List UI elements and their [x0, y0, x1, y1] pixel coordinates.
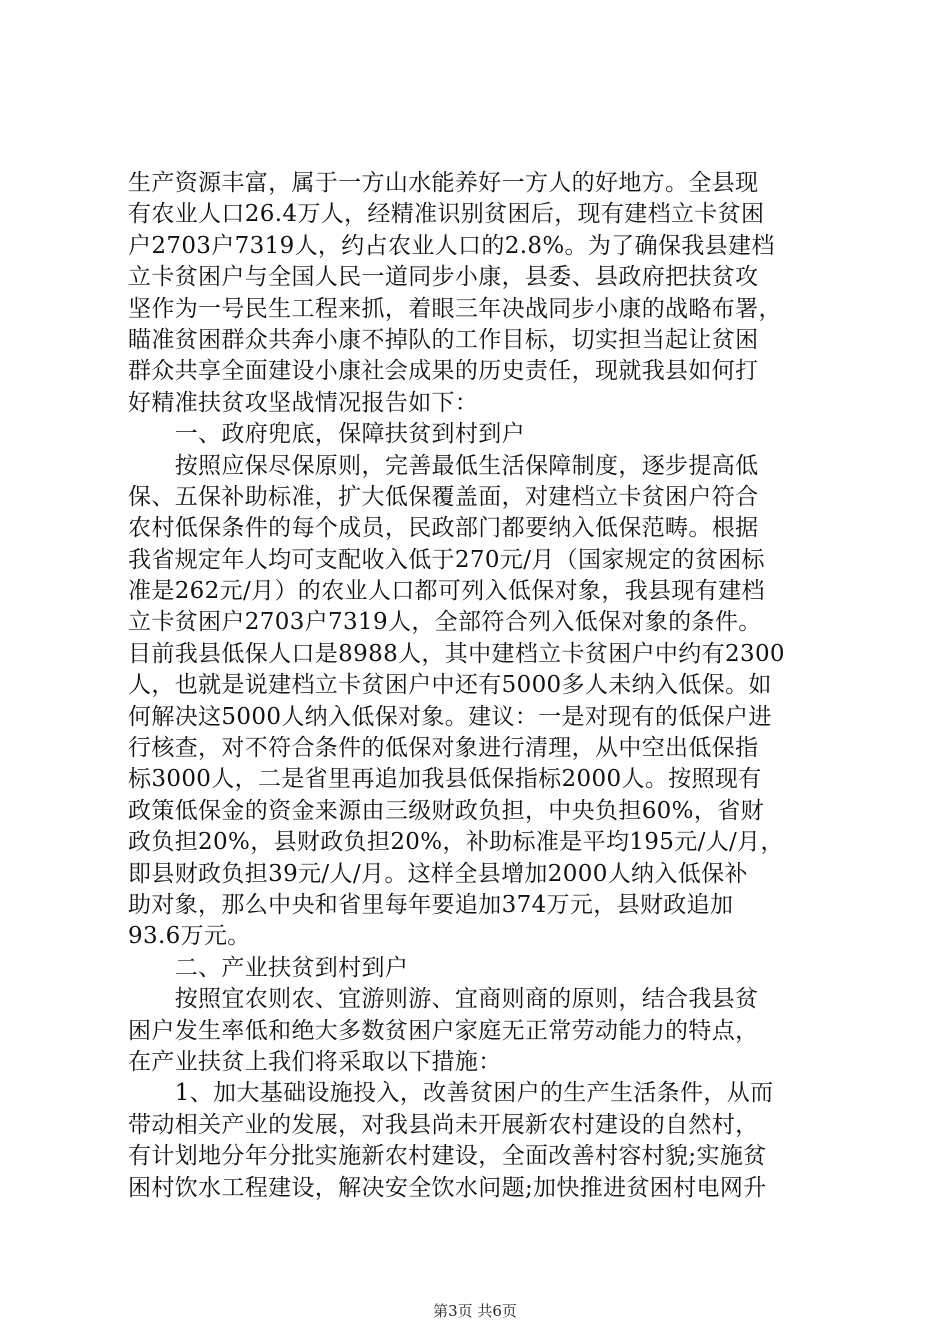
text-line: 政策低保金的资金来源由三级财政负担，中央负担60%，省财	[128, 797, 764, 824]
text-line: 困村饮水工程建设，解决安全饮水问题;加快推进贫困村电网升	[128, 1174, 767, 1201]
text-line: 即县财政负担39元/人/月。这样全县增加2000人纳入低保补	[128, 860, 748, 887]
text-line: 有农业人口26.4万人，经精准识别贫困后，现有建档立卡贫困	[128, 201, 765, 228]
text-line: 立卡贫困户与全国人民一道同步小康，县委、县政府把扶贫攻	[128, 264, 759, 291]
page-footer: 第3页 共6页	[433, 1302, 517, 1320]
text-line: 我省规定年人均可支配收入低于270元/月（国家规定的贫困标	[128, 546, 765, 573]
text-line: 按照宜农则农、宜游则游、宜商则商的原则，结合我县贫	[128, 986, 759, 1013]
text-line: 户2703户7319人，约占农业人口的2.8%。为了确保我县建档	[128, 232, 775, 259]
text-line: 准是262元/月）的农业人口都可列入低保对象，我县现有建档	[128, 578, 765, 605]
text-line: 好精准扶贫攻坚战情况报告如下：	[128, 389, 479, 416]
text-line: 群众共享全面建设小康社会成果的历史责任，现就我县如何打	[128, 358, 759, 385]
text-line: 坚作为一号民生工程来抓，着眼三年决战同步小康的战略布署，	[128, 295, 782, 322]
text-line: 政负担20%，县财政负担20%，补助标准是平均195元/人/月，	[128, 829, 784, 856]
section-heading: 一、政府兜底，保障扶贫到村到户	[128, 421, 525, 448]
text-line: 按照应保尽保原则，完善最低生活保障制度，逐步提高低	[128, 452, 759, 479]
text-line: 农村低保条件的每个成员，民政部门都要纳入低保范畴。根据	[128, 515, 759, 542]
text-line: 何解决这5000人纳入低保对象。建议：一是对现有的低保户进	[128, 703, 772, 730]
body-text	[128, 168, 840, 1204]
text-line: 困户发生率低和绝大多数贫困户家庭无正常劳动能力的特点，	[128, 1017, 759, 1044]
text-line: 带动相关产业的发展，对我县尚未开展新农村建设的自然村，	[128, 1111, 759, 1138]
text-line: 93.6万元。	[128, 923, 251, 950]
text-line: 行核查，对不符合条件的低保对象进行清理，从中空出低保指	[128, 735, 759, 762]
text-line: 立卡贫困户2703户7319人，全部符合列入低保对象的条件。	[128, 609, 762, 636]
text-line: 人，也就是说建档立卡贫困户中还有5000多人未纳入低保。如	[128, 672, 772, 699]
text-line: 标3000人，二是省里再追加我县低保指标2000人。按照现有	[128, 766, 762, 793]
text-line: 在产业扶贫上我们将采取以下措施：	[128, 1048, 502, 1075]
text-line: 目前我县低保人口是8988人，其中建档立卡贫困户中约有2300	[128, 640, 785, 667]
text-line: 有计划地分年分批实施新农村建设，全面改善村容村貌;实施贫	[128, 1143, 767, 1170]
text-line: 生产资源丰富，属于一方山水能养好一方人的好地方。全县现	[128, 170, 759, 196]
text-line: 瞄准贫困群众共奔小康不掉队的工作目标，切实担当起让贫困	[128, 326, 759, 353]
text-line: 保、五保补助标准，扩大低保覆盖面，对建档立卡贫困户符合	[128, 483, 759, 510]
text-line: 1、加大基础设施投入，改善贫困户的生产生活条件，从而	[128, 1080, 774, 1107]
section-heading: 二、产业扶贫到村到户	[128, 954, 409, 981]
text-line: 助对象，那么中央和省里每年要追加374万元，县财政追加	[128, 891, 734, 918]
